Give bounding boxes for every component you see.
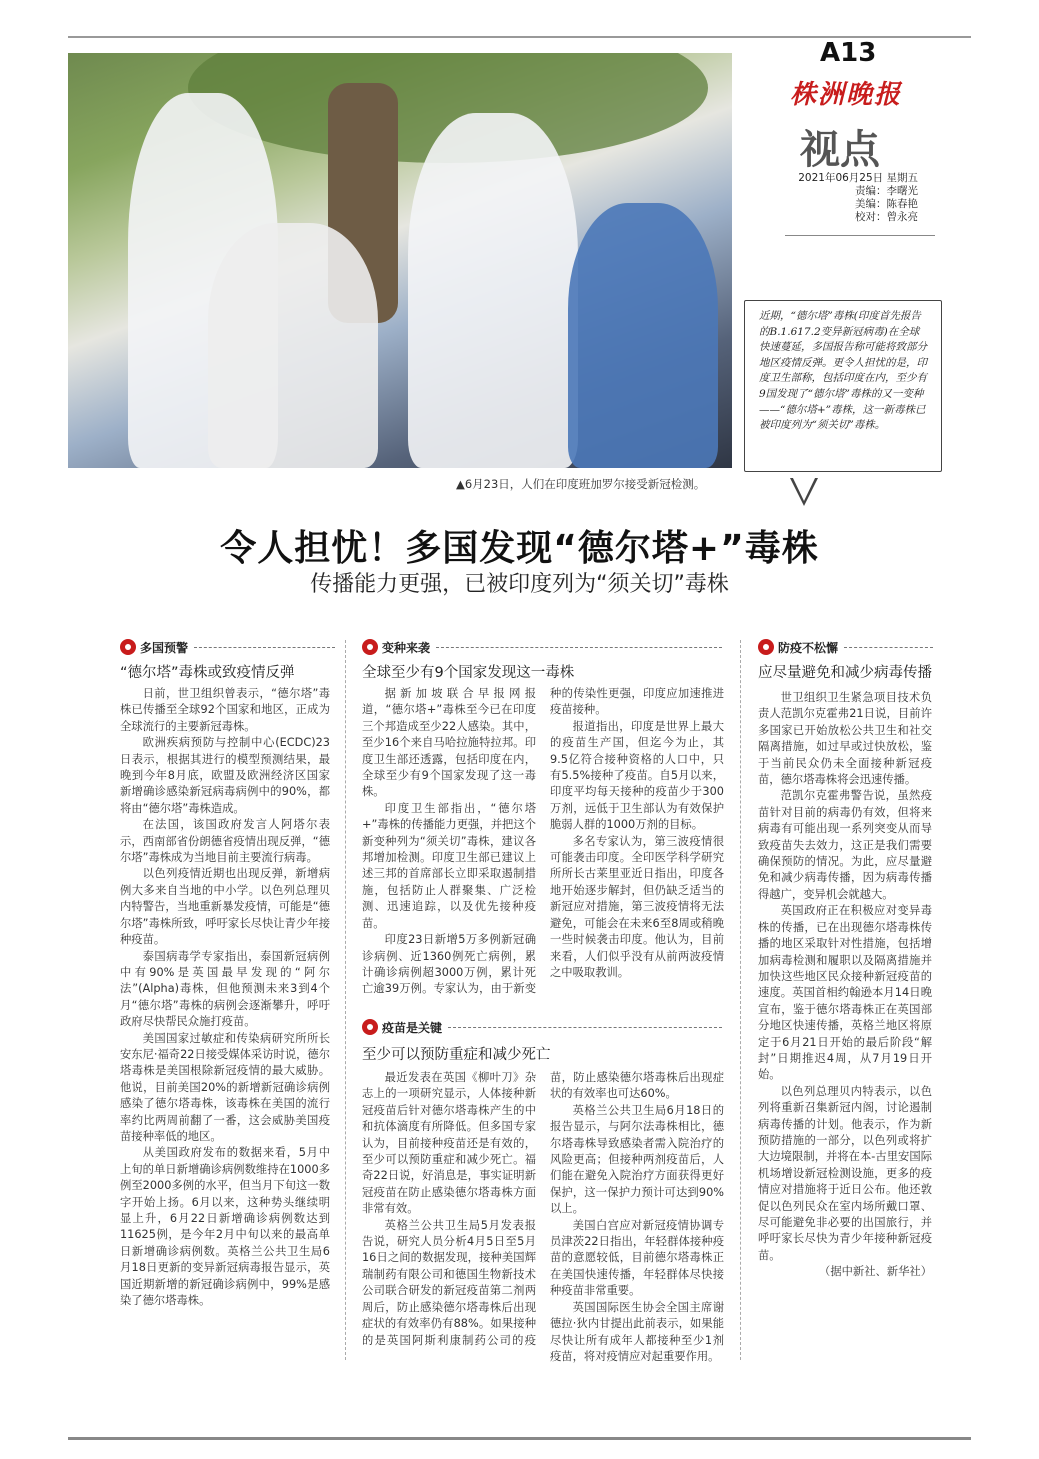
paragraph: 日前，世卫组织曾表示，“德尔塔”毒株已传播至全球92个国家和地区，正成为全球流行的主要新冠毒株。 (120, 687, 330, 733)
bubble-tail-fill (792, 476, 816, 501)
page-meta (768, 172, 918, 224)
section-3-body (362, 1070, 724, 1410)
kicker-label: 防疫不松懈 (778, 640, 839, 655)
bottom-rule (68, 1437, 971, 1440)
kicker-section-4 (758, 638, 933, 656)
credit-designer: 美编：陈春艳 (855, 198, 918, 210)
source-note: （据中新社、新华社） (819, 1265, 932, 1279)
kicker-dot-icon (362, 1019, 378, 1035)
section-2-title: 全球至少有9个国家发现这一毒株 (362, 665, 575, 681)
kicker-line (194, 647, 335, 648)
meta-rule (785, 235, 935, 236)
paragraph: 泰国病毒学专家指出，泰国新冠病例中有90%是英国最早发现的“阿尔法”(Alpha)毒株，但他预测未来3到4个月“德尔塔”毒株的病例会逐渐攀升，呼吁政府尽快帮民众施打疫苗。 (120, 949, 330, 1029)
section-1-body (120, 686, 330, 1309)
paragraph: 印度23日新增5万多例新冠确诊病例、近1360例死亡病例，累计确诊病例超3000万例，累计死亡逾39万例。专家认为，由于新变种的传染性更强，印度应加速推进疫苗接种。 (362, 687, 724, 996)
paragraph: 英格兰公共卫生局6月18日的报告显示，与阿尔法毒株相比，德尔塔毒株导致感染者需入院治疗的风险更高；但接种两剂疫苗后，人们能在避免入院治疗方面获得更好保护，这一保护力预计可达到90%以上。 (550, 1103, 724, 1216)
paragraph: 以色列疫情近期也出现反弹，新增病例大多来自当地的中小学。以色列总理贝内特警告，当地重新暴发疫情，可能是“德尔塔”毒株所致，呼吁家长尽快让青少年接种疫苗。 (120, 867, 330, 947)
photo-seated-man (208, 223, 378, 468)
column-divider (345, 640, 346, 1360)
paragraph: 据新加坡联合早报网报道，“德尔塔+”毒株至今已在印度三个邦造成至少22人感染。其中，至少16个来自马哈拉施特拉邦。印度卫生部还透露，包括印度在内，全球至少有9个国家发现了这一毒株。 (362, 687, 536, 799)
intro-bubble: 近期，“德尔塔”毒株(印度首先报告的B.1.617.2变异新冠病毒)在全球快速蔓延，多国报告称可能将致部分地区疫情反弹。更令人担忧的是，印度卫生部称，包括印度在内，至少有9国发现了“德尔塔”毒株的又一变种——“德尔塔+”毒株，这一新毒株已被印度列为“须关切”毒株。 (744, 300, 942, 472)
paragraph: 范凯尔克霍弗警告说，虽然疫苗针对目前的病毒仍有效，但将来病毒有可能出现一系列突变从而导致疫苗失去效力，这正是我们需要确保预防的情况。为此，应尽量避免和减少病毒传播，因为病毒传播得越广，变异机会就越大。 (758, 789, 932, 901)
photo-tester (408, 113, 578, 468)
paragraph: 最近发表在英国《柳叶刀》杂志上的一项研究显示，人体接种新冠疫苗后针对德尔塔毒株产生的中和抗体滴度有所降低。但多国专家认为，目前接种疫苗还是有效的，至少可以预防重症和减少死亡。福奇22日说，好消息是，事实证明新冠疫苗在防止感染德尔塔毒株方面非常有效。 (362, 1071, 536, 1216)
kicker-section-2 (362, 638, 722, 656)
section-3-title: 至少可以预防重症和减少死亡 (362, 1047, 551, 1063)
kicker-label: 多国预警 (140, 640, 189, 655)
kicker-dot-icon (758, 639, 774, 655)
news-photo (68, 53, 732, 468)
section-1-title: “德尔塔”毒株或致疫情反弹 (120, 665, 295, 681)
section-4-body (758, 690, 932, 1281)
paragraph: 多名专家认为，第三波疫情很可能袭击印度。全印医学科学研究所所长古莱里亚近日指出，印度各地开始逐步解封，但仍缺乏适当的新冠应对措施，第三波疫情将无法避免，可能会在未来6至8周或稍晚一些时候袭击印度。他认为，目前来看，人们似乎没有从前两波疫情之中吸取教训。 (550, 834, 724, 979)
paragraph: 世卫组织卫生紧急项目技术负责人范凯尔克霍弗21日说，目前许多国家已开始放松公共卫生和社交隔离措施，如过早或过快放松，鉴于当前民众仍未全面接种新冠疫苗，德尔塔毒株将会迅速传播。 (758, 691, 932, 787)
photo-caption: ▲6月23日，人们在印度班加罗尔接受新冠检测。 (456, 477, 706, 491)
paragraph: 美国白宫应对新冠疫情协调专员津茨22日指出，年轻群体接种疫苗的意愿较低，目前德尔塔毒株正在美国快速传播，年轻群体尽快接种疫苗非常重要。 (550, 1218, 724, 1298)
headline: 令人担忧！多国发现“德尔塔+”毒株 (220, 528, 819, 569)
section-2-body (362, 686, 724, 1016)
section-name: 视点 (800, 126, 880, 173)
paragraph: 以色列总理贝内特表示，以色列将重新召集新冠内阁，讨论遏制病毒传播的计划。他表示，作为新预防措施的一部分，以色列或将扩大边境限制，并将在本-古里安国际机场增设新冠检测设施，更多的疫情应对措施将于近日公布。他还敦促以色列民众在室内场所戴口罩、尽可能避免非必要的出国旅行，并呼吁家长尽快为青少年接种新冠疫苗。 (758, 1084, 932, 1262)
paragraph: 从美国政府发布的数据来看，5月中上旬的单日新增确诊病例数维持在1000多例至2000多例的水平，但当月下旬这一数字开始上扬。6月以来，这种势头继续明显上升，6月22日新增确诊病例数达到11625例，是今年2月中旬以来的最高单日新增确诊病例数。英格兰公共卫生局6月18日更新的变异新冠病毒报告显示，英国近期新增的新冠确诊病例中，99%是感染了德尔塔毒株。 (120, 1146, 330, 1308)
paragraph: 报道指出，印度是世界上最大的疫苗生产国，但迄今为止，其9.5亿符合接种资格的人口中，只有5.5%接种了疫苗。自5月以来，印度平均每天接种的疫苗少于300万剂，远低于卫生部认为有效保护脆弱人群的1000万剂的目标。 (550, 719, 724, 832)
paragraph: 印度卫生部指出，“德尔塔+”毒株的传播能力更强，并把这个新变种列为“须关切”毒株，建议各邦增加检测。印度卫生部已建议上述三邦的首席部长立即采取遏制措施，包括防止人群聚集、广泛检测、迅速追踪，以及优先接种疫苗。 (362, 801, 536, 930)
kicker-line (448, 1027, 722, 1028)
kicker-dot-icon (362, 639, 378, 655)
credit-proofreader: 校对：曾永亮 (855, 211, 918, 223)
kicker-line (844, 647, 933, 648)
kicker-label: 疫苗是关键 (382, 1020, 443, 1035)
kicker-section-3 (362, 1018, 722, 1036)
column-divider (740, 640, 741, 1360)
paragraph: 英国国际医生协会全国主席谢德拉·狄内甘提出此前表示，如果能尽快让所有成年人都接种至少1剂疫苗，将对疫情应对起重要作用。 (550, 1300, 724, 1363)
kicker-line (436, 647, 722, 648)
photo-patient (568, 203, 718, 468)
page-number: A13 (820, 38, 877, 68)
paragraph: 在法国，该国政府发言人阿塔尔表示，西南部省份朗德省疫情出现反弹，“德尔塔”毒株成为当地目前主要流行病毒。 (120, 818, 330, 865)
paragraph: 欧洲疾病预防与控制中心(ECDC)23日表示，根据其进行的模型预测结果，最晚到今年8月底，欧盟及欧洲经济区国家新增确诊感染新冠病毒病例中的90%，都将由“德尔塔”毒株造成。 (120, 736, 330, 815)
credit-editor: 责编：李曙光 (855, 185, 918, 197)
section-4-title: 应尽量避免和减少病毒传播 (758, 665, 932, 681)
kicker-dot-icon (120, 639, 136, 655)
paragraph: 美国国家过敏症和传染病研究所所长安东尼·福奇22日接受媒体采访时说，德尔塔毒株是美国根除新冠疫情的最大威胁。他说，目前美国20%的新增新冠确诊病例感染了德尔塔毒株，该毒株在美国的流行率约比两周前翻了一番，这会威胁美国疫苗接种率低的地区。 (120, 1031, 331, 1143)
paragraph: 英国政府正在积极应对变异毒株的传播，已在出现德尔塔毒株传播的地区采取针对性措施，包括增加病毒检测和履职以及隔离措施并加快这些地区民众接种新冠疫苗的速度。英国首相约翰逊本月14日晚宣布，鉴于德尔塔毒株正在英国部分地区快速传播，英格兰地区将原定于6月21日开始的最后阶段“解封”日期推迟4周，从7月19日开始。 (758, 904, 932, 1082)
kicker-label: 变种来袭 (382, 640, 431, 655)
subheadline: 传播能力更强，已被印度列为“须关切”毒株 (310, 572, 729, 597)
newspaper-logo: 株洲晚报 (790, 80, 903, 110)
paragraph: 英格兰公共卫生局5月发表报告说，研究人员分析4月5日至5月16日之间的数据发现，接种美国辉瑞制药有限公司和德国生物新技术公司联合研发的新冠疫苗第二剂两周后，防止感染德尔塔毒株后出现症状的有效率仍有88%。如果接种的是英国阿斯利康制药公司的疫苗，防止感染德尔塔毒株后出现症状的有效率也可达60%。 (362, 1071, 724, 1347)
kicker-section-1 (120, 638, 335, 656)
page-date: 2021年06月25日 星期五 (798, 172, 918, 184)
